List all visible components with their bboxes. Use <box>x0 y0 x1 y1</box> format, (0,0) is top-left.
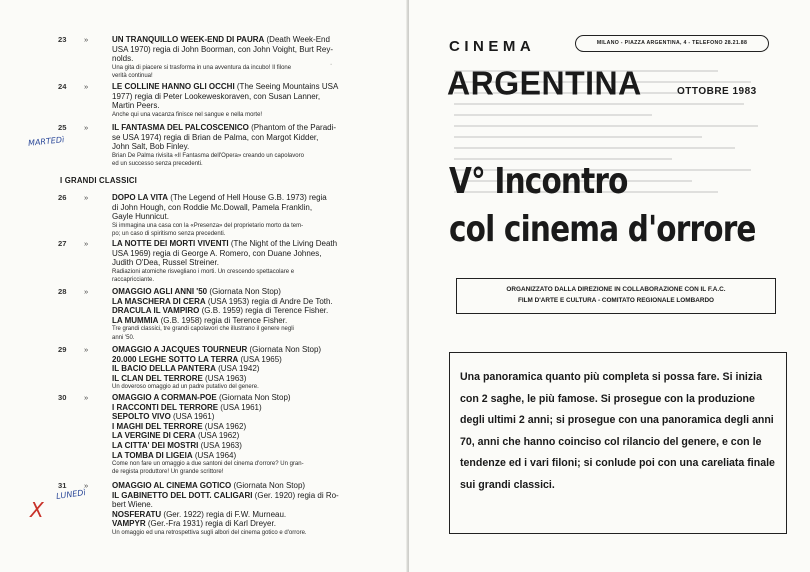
entry-title-line: 1977) regia di Peter Lookeweskoraven, con Susan Lanner, <box>112 91 321 101</box>
handwritten-martedi: MARTEDì <box>27 135 65 148</box>
entry-title-line: Judith O'Dea, Russel Streiner. <box>112 258 219 268</box>
entry-body <box>112 123 356 168</box>
entry-body <box>112 287 356 342</box>
entry-title-line: DRACULA IL VAMPIRO (G.B. 1959) regia di Terence Fisher. <box>112 306 329 316</box>
entry-title-line: USA 1970) regia di John Boorman, con John Voight, Burt Rey- <box>112 44 334 54</box>
address-badge: MILANO - PIAZZA ARGENTINA, 4 - TELEFONO 28.21.88 <box>575 35 769 52</box>
description-box <box>449 352 787 534</box>
entry-ditto-mark: » <box>84 193 89 202</box>
entry-title-line: OMAGGIO A CORMAN-POE (Giornata Non Stop) <box>112 393 291 402</box>
entry-title-line: VAMPYR (Ger.-Fra 1931) regia di Karl Dreyer. <box>112 519 276 529</box>
entry-title-line: SEPOLTO VIVO (USA 1961) <box>112 412 215 422</box>
entry-description-line: Si immagina una casa con la «Presenza» del proprietario morto da tem- <box>112 222 304 229</box>
entry-body <box>112 193 356 238</box>
entry-title-line: LA MUMMIA (G.B. 1958) regia di Terence Fisher. <box>112 315 288 325</box>
entry-title-line: LA CITTA' DEI MOSTRI (USA 1963) <box>112 440 242 450</box>
entry-description-line: raccapricciante. <box>112 276 155 283</box>
entry-ditto-mark: » <box>84 35 89 44</box>
entry-title-line: IL BACIO DELLA PANTERA (USA 1942) <box>112 364 260 374</box>
entry-description-line: de regista produttore! Un grande scrittore! <box>112 469 224 476</box>
entry-title-line: LA MASCHERA DI CERA (USA 1953) regia di Andre De Toth. <box>112 296 333 306</box>
entry-title-line: LA NOTTE DEI MORTI VIVENTI (The Night of the Living Death <box>112 239 338 248</box>
entry-description-line: ed un successo senza precedenti. <box>112 160 203 167</box>
entry-title-line: LA VERGINE DI CERA (USA 1962) <box>112 431 240 441</box>
entry-body <box>112 35 356 80</box>
entry-day-number: 24 <box>58 82 67 91</box>
entry-day-number: 29 <box>58 345 67 354</box>
headline-line-2: col cinema d'orrore <box>449 209 756 250</box>
entry-ditto-mark: » <box>84 82 89 91</box>
entry-description-line: verità continua! <box>112 72 153 79</box>
bleed-through-mark: · <box>330 60 333 69</box>
entry-title-line: DOPO LA VITA (The Legend of Hell House G.B. 1973) regia <box>112 193 327 202</box>
entry-description-line: Come non fare un omaggio a due santoni del cinema d'orrore? Un gran- <box>112 461 304 468</box>
entry-title-line: OMAGGIO AGLI ANNI '50 (Giornata Non Stop) <box>112 287 281 296</box>
organizer-line-2: FILM D'ARTE E CULTURA - COMITATO REGIONALE LOMBARDO <box>517 297 715 304</box>
entry-body <box>112 393 356 477</box>
entry-ditto-mark: » <box>84 287 89 296</box>
entry-ditto-mark: » <box>84 123 89 132</box>
program-date: OTTOBRE 1983 <box>677 86 757 97</box>
entry-title-line: USA 1969) regia di George A. Romero, con Duane Johnes, <box>112 248 322 258</box>
entry-title-line: Martin Peers. <box>112 101 160 111</box>
entry-body <box>112 82 356 119</box>
section-title: I GRANDI CLASSICI <box>60 176 138 185</box>
entry-body <box>112 481 356 537</box>
entry-ditto-mark: » <box>84 345 89 354</box>
entry-ditto-mark: » <box>84 393 89 402</box>
entry-title-line: UN TRANQUILLO WEEK-END DI PAURA (Death Week-End <box>112 35 330 44</box>
entry-title-line: IL GABINETTO DEL DOTT. CALIGARI (Ger. 1920) regia di Ro- <box>112 490 339 500</box>
entry-day-number: 31 <box>58 481 67 490</box>
entry-title-line: John Salt, Bob Finley. <box>112 142 190 152</box>
entry-day-number: 23 <box>58 35 67 44</box>
entry-description-line: Un doveroso omaggio ad un padre putativo del genere. <box>112 384 259 391</box>
entry-title-line: Gayle Hunnicut. <box>112 212 169 222</box>
entry-title-line: OMAGGIO A JACQUES TOURNEUR (Giornata Non Stop) <box>112 345 322 354</box>
entry-title-line: LA TOMBA DI LIGEIA (USA 1964) <box>112 450 237 460</box>
entry-body <box>112 239 356 284</box>
description-text: Una panoramica quanto più completa si possa fare. Si inizia con 2 saghe, le più famose. Si prosegue con la produzione degli ultimi 2 anni; si prosegue con una panoramica degli anni 70, anni che hanno coinciso col rilancio del genere, e con le tendenze ed i vari filoni; si conlude poi con una careliata finale sui grandi classici. <box>460 371 775 491</box>
headline-line-1: V° Incontro <box>449 161 628 202</box>
entry-title-line: 20.000 LEGHE SOTTO LA TERRA (USA 1965) <box>112 354 282 364</box>
entry-day-number: 25 <box>58 123 67 132</box>
entry-day-number: 26 <box>58 193 67 202</box>
entry-day-number: 28 <box>58 287 67 296</box>
entry-ditto-mark: » <box>84 481 89 490</box>
entry-day-number: 30 <box>58 393 67 402</box>
entry-title-line: I RACCONTI DEL TERRORE (USA 1961) <box>112 402 262 412</box>
entry-title-line: bert Wiene. <box>112 500 153 510</box>
entry-description-line: Brian De Palma rivisita «Il Fantasma dell'Opera» creando un capolavoro <box>112 152 304 159</box>
entry-description-line: Una gita di piacere si trasforma in una avventura da incubo! Il filone <box>112 64 292 71</box>
entry-body <box>112 345 356 392</box>
cinema-label: CINEMA <box>449 38 536 55</box>
entry-description-line: anni '50. <box>112 334 135 341</box>
entry-title-line: IL FANTASMA DEL PALCOSCENICO (Phantom of the Paradi- <box>112 123 337 132</box>
entry-title-line: nolds. <box>112 54 134 64</box>
entry-title-line: NOSFERATU (Ger. 1922) regia di F.W. Murneau. <box>112 509 287 519</box>
cinema-name: ARGENTINA <box>447 64 642 102</box>
entry-title-line: IL CLAN DEL TERRORE (USA 1963) <box>112 373 247 383</box>
entry-ditto-mark: » <box>84 239 89 248</box>
entry-title-line: se USA 1974) regia di Brian de Palma, con Margot Kidder, <box>112 132 319 142</box>
entry-description-line: Tre grandi classici, tre grandi capolavori che illustrano il genere negli <box>112 326 294 333</box>
entry-description-line: po; un caso di spiritismo senza precedenti. <box>112 230 226 237</box>
entry-title-line: di John Hough, con Roddie Mc.Dowall, Pamela Franklin, <box>112 202 313 212</box>
entry-title-line: I MAGHI DEL TERRORE (USA 1962) <box>112 421 247 431</box>
entry-title-line: LE COLLINE HANNO GLI OCCHI (The Seeing Mountains USA <box>112 82 339 91</box>
headline <box>449 158 756 254</box>
handwritten-lunedi: LUNEDì <box>55 487 87 502</box>
entry-day-number: 27 <box>58 239 67 248</box>
entry-title-line: OMAGGIO AL CINEMA GOTICO (Giornata Non Stop) <box>112 481 306 490</box>
entry-description-line: Un omaggio ed una retrospettiva sugli albori del cinema gotico e d'orrore. <box>112 529 307 536</box>
organizer-line-1: ORGANIZZATO DALLA DIREZIONE IN COLLABORAZIONE CON IL F.A.C. <box>506 286 726 293</box>
cover-page <box>409 0 810 572</box>
entry-description-line: Anche qui una vacanza finisce nel sangue e nella morte! <box>112 111 263 118</box>
organizer-box <box>456 278 776 314</box>
entry-description-line: Radiazioni atomiche risvegliano i morti. Un crescendo spettacolare e <box>112 268 295 275</box>
handwritten-x-mark: X <box>30 498 44 522</box>
